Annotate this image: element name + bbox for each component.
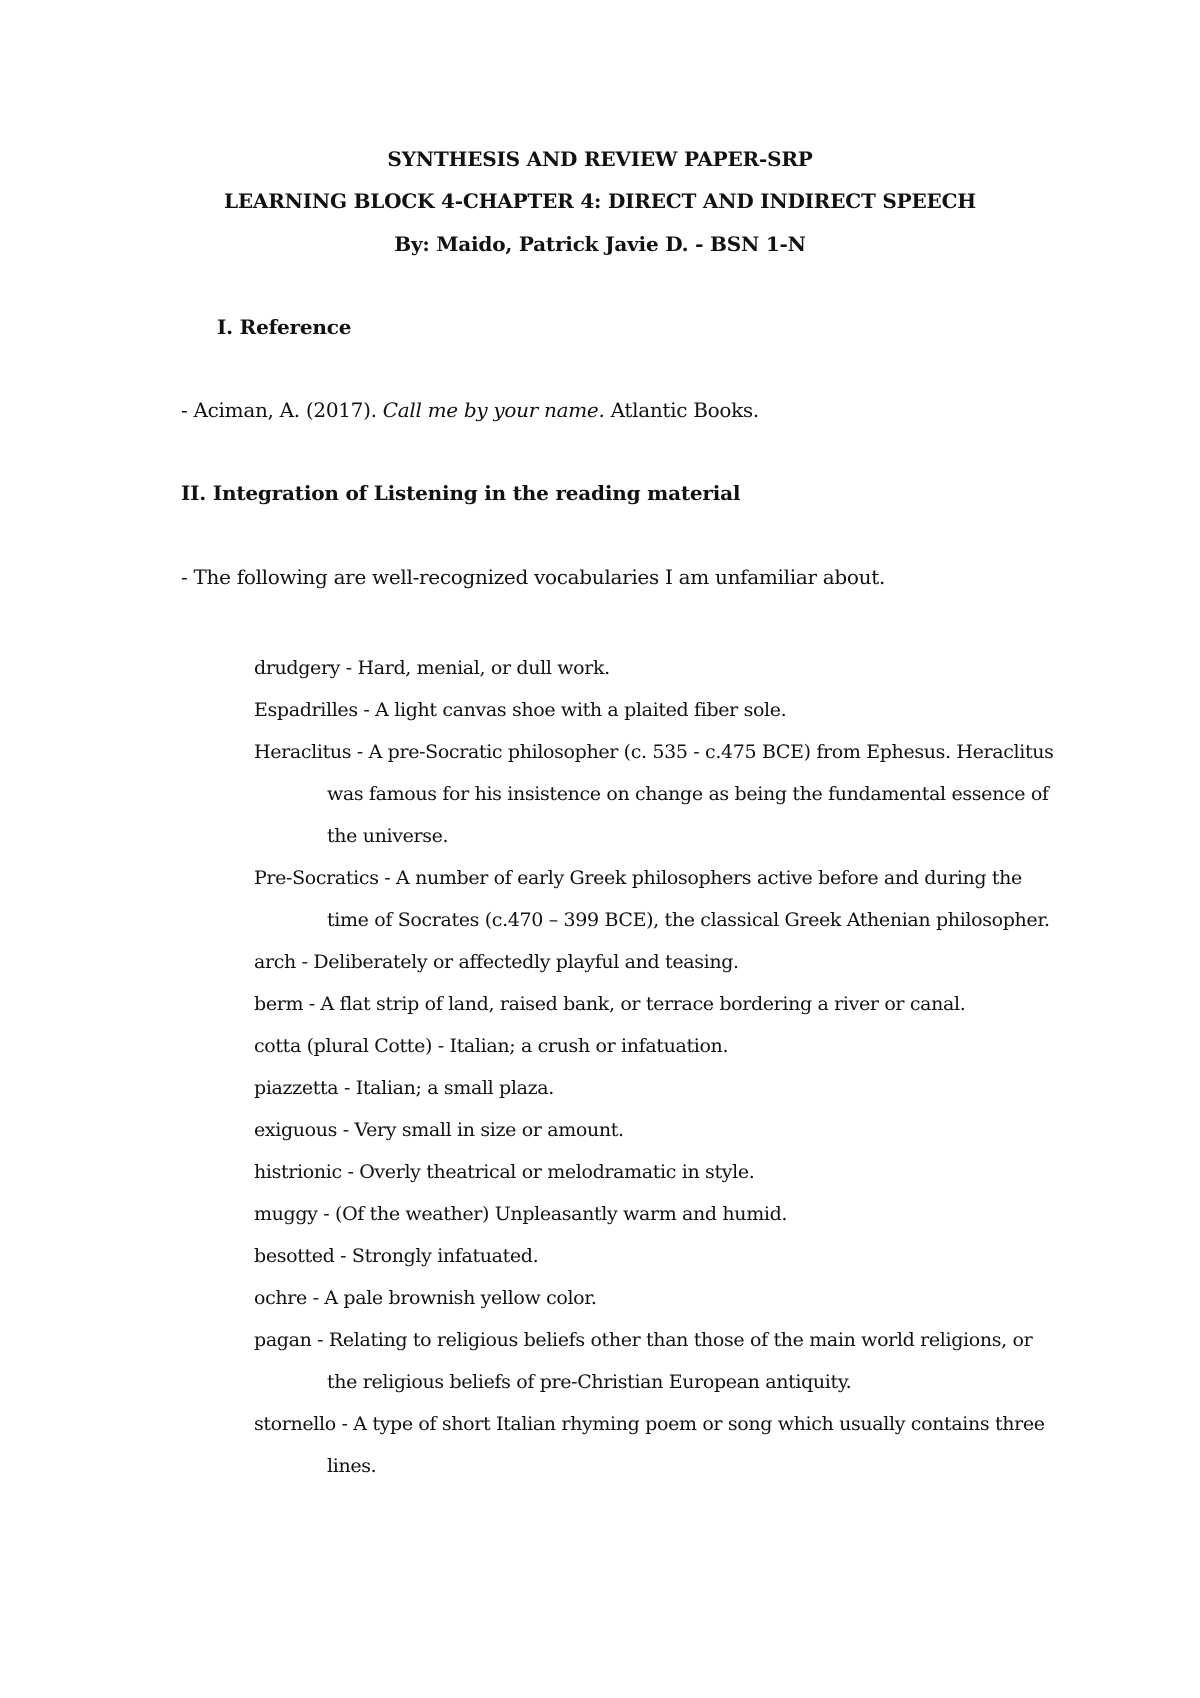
vocab-entry-piazzetta: piazzetta - Italian; a small plaza. [254, 1077, 554, 1099]
vocabulary-list [254, 647, 1054, 1487]
vocab-entry-exiguous: exiguous - Very small in size or amount. [254, 1119, 624, 1141]
vocab-entry-berm: berm - A flat strip of land, raised bank, or terrace bordering a river or canal. [254, 993, 966, 1015]
vocab-entry-drudgery: drudgery - Hard, menial, or dull work. [254, 657, 610, 679]
vocab-entry-histrionic: histrionic - Overly theatrical or melodramatic in style. [254, 1161, 755, 1183]
reference-citation [181, 398, 759, 422]
vocab-entry-espadrilles: Espadrilles - A light canvas shoe with a plaited fiber sole. [254, 699, 787, 721]
section-heading-reference: I. Reference [217, 315, 352, 339]
section-heading-listening: II. Integration of Listening in the reading material [181, 481, 741, 505]
author-byline: By: Maido, Patrick Javie D. - BSN 1-N [394, 232, 806, 256]
citation-suffix: Atlantic Books. [604, 398, 759, 422]
page-title: SYNTHESIS AND REVIEW PAPER-SRP [387, 147, 813, 171]
vocab-entry-muggy: muggy - (Of the weather) Unpleasantly warm and humid. [254, 1203, 788, 1225]
vocab-entry-arch: arch - Deliberately or affectedly playful and teasing. [254, 951, 739, 973]
vocab-entry-cotta: cotta (plural Cotte) - Italian; a crush or infatuation. [254, 1035, 729, 1057]
vocab-entry-heraclitus: Heraclitus - A pre-Socratic philosopher (c. 535 - c.475 BCE) from Ephesus. Heraclitus was famous for his insistence on change as being the fundamental essence of the universe. [254, 741, 1054, 847]
vocabulary-intro: - The following are well-recognized vocabularies I am unfamiliar about. [181, 565, 886, 589]
vocab-entry-stornello: stornello - A type of short Italian rhyming poem or song which usually contains three lines. [254, 1413, 1045, 1477]
vocab-entry-besotted: besotted - Strongly infatuated. [254, 1245, 539, 1267]
page-subtitle: LEARNING BLOCK 4-CHAPTER 4: DIRECT AND INDIRECT SPEECH [223, 189, 976, 213]
vocab-entry-pre-socratics: Pre-Socratics - A number of early Greek philosophers active before and during the time of Socrates (c.470 – 399 BCE), the classical Greek Athenian philosopher. [254, 867, 1050, 931]
citation-prefix: - Aciman, A. (2017). [181, 398, 383, 422]
vocab-entry-pagan: pagan - Relating to religious beliefs other than those of the main world religions, or the religious beliefs of pre-Christian European antiquity. [254, 1329, 1033, 1393]
vocab-entry-ochre: ochre - A pale brownish yellow color. [254, 1287, 597, 1309]
citation-book-title: Call me by your name. [382, 398, 605, 422]
